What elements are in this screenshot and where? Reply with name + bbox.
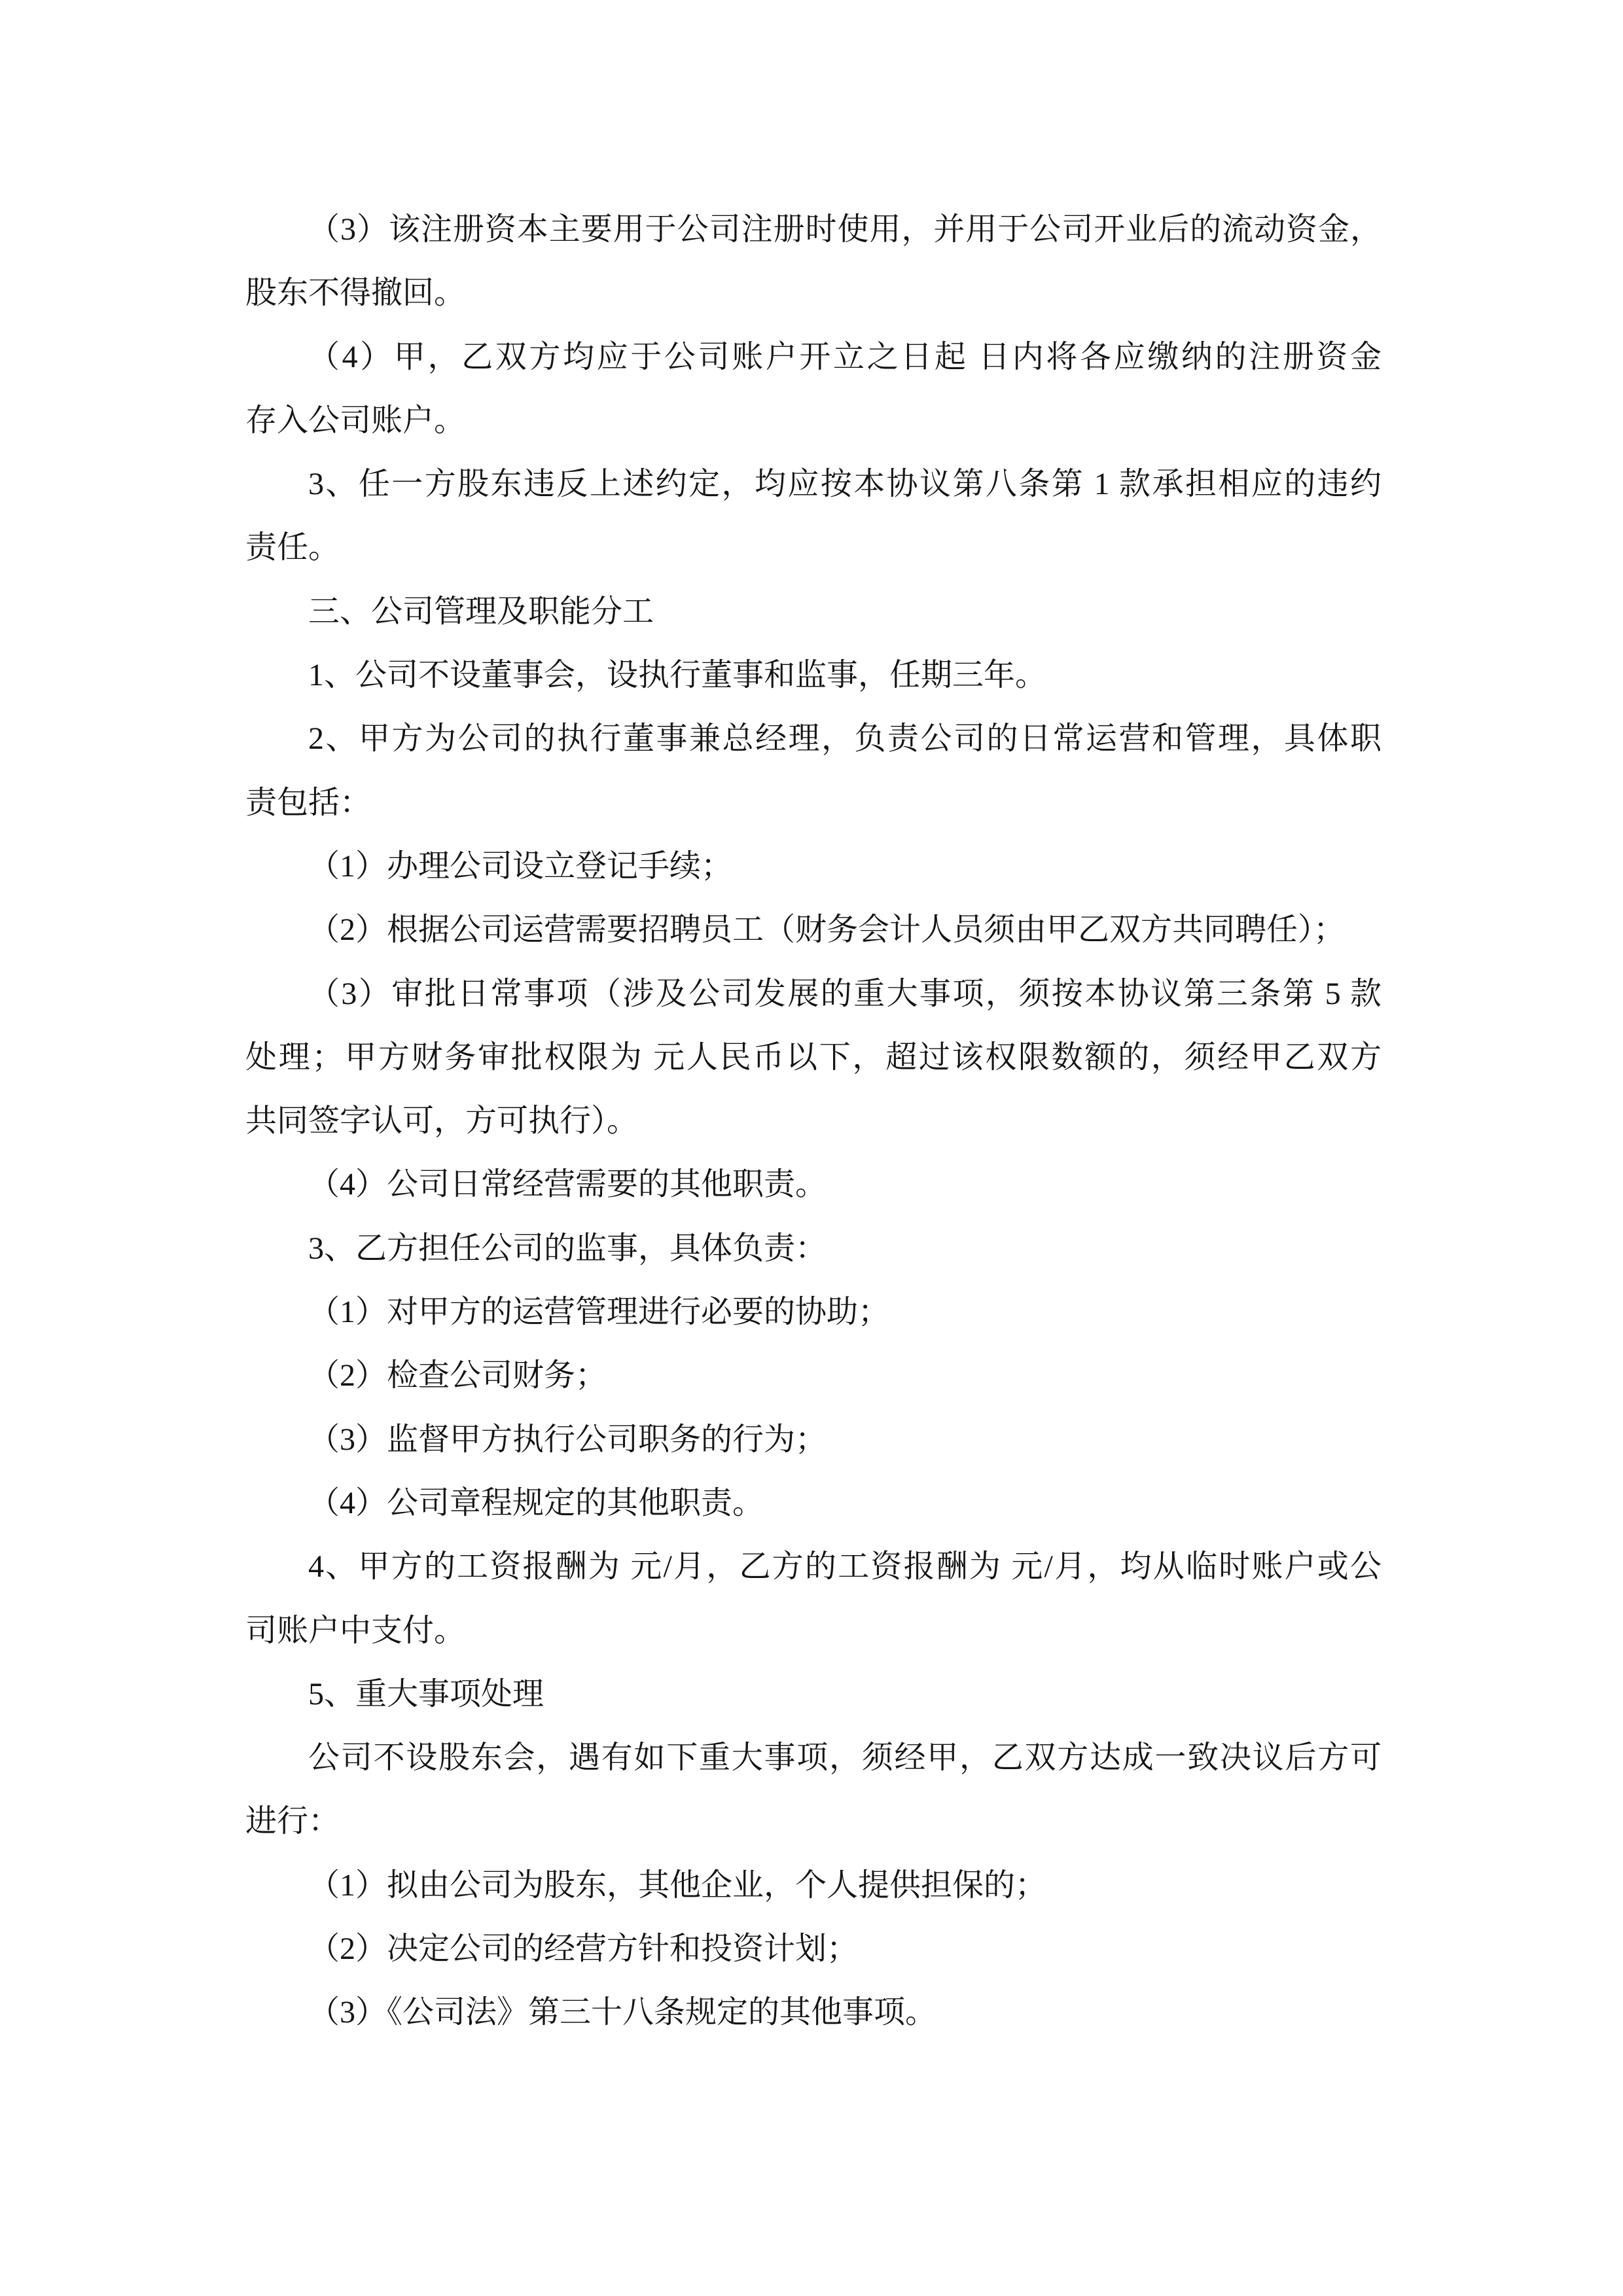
text-line: 股东不得撤回。: [245, 276, 466, 311]
text-line: 处理；甲方财务审批权限为 元人民币以下，超过该权限数额的，须经甲乙双方: [245, 1039, 1382, 1075]
text-line: （3）《公司法》第三十八条规定的其他事项。: [308, 1995, 937, 2030]
paragraph: [245, 198, 1382, 325]
list-item: [245, 898, 1382, 961]
text-line: 3、乙方担任公司的监事，具体负责：: [308, 1230, 827, 1266]
list-item: [245, 1917, 1382, 1981]
paragraph: [245, 1726, 1382, 1854]
list-item: [245, 1471, 1382, 1535]
text-line: （1）拟由公司为股东，其他企业，个人提供担保的；: [308, 1867, 1047, 1903]
text-line: 存入公司账户。: [245, 403, 466, 438]
text-line: 4、甲方的工资报酬为 元/月，乙方的工资报酬为 元/月，均从临时账户或公: [308, 1549, 1382, 1585]
paragraph: [245, 643, 1382, 707]
text-line: （3）监督甲方执行公司职务的行为；: [308, 1422, 827, 1457]
paragraph: [245, 1535, 1382, 1662]
document-body: [245, 198, 1382, 2045]
text-line: 责任。: [245, 530, 340, 565]
text-line: （2）检查公司财务；: [308, 1358, 607, 1393]
text-line: （3）该注册资本主要用于公司注册时使用，并用于公司开业后的流动资金，: [308, 212, 1382, 247]
section-heading-text: 5、重大事项处理: [308, 1676, 544, 1712]
section-heading: [245, 580, 1382, 643]
paragraph: [245, 325, 1382, 453]
text-line: （1）对甲方的运营管理进行必要的协助；: [308, 1295, 890, 1330]
text-line: 2、甲方为公司的执行董事兼总经理，负责公司的日常运营和管理，具体职: [308, 721, 1382, 757]
text-line: 司账户中支付。: [245, 1613, 466, 1648]
text-line: （2）决定公司的经营方针和投资计划；: [308, 1931, 859, 1967]
paragraph: [245, 452, 1382, 580]
list-item: [245, 1854, 1382, 1917]
text-line: 责包括：: [245, 785, 372, 820]
list-item: [245, 1280, 1382, 1344]
list-item: [245, 834, 1382, 898]
list-item: [245, 962, 1382, 1153]
list-item: [245, 1344, 1382, 1407]
paragraph: [245, 1217, 1382, 1280]
text-line: （3）审批日常事项（涉及公司发展的重大事项，须按本协议第三条第 5 款: [308, 976, 1382, 1011]
text-line: 进行：: [245, 1804, 340, 1839]
text-line: （4）公司日常经营需要的其他职责。: [308, 1167, 827, 1202]
section-heading-text: 三、公司管理及职能分工: [308, 594, 654, 629]
paragraph: [245, 707, 1382, 834]
text-line: （2）根据公司运营需要招聘员工（财务会计人员须由甲乙双方共同聘任）；: [308, 912, 1346, 948]
text-line: （4）公司章程规定的其他职责。: [308, 1485, 764, 1520]
list-item: [245, 1981, 1382, 2044]
text-line: （4）甲，乙双方均应于公司账户开立之日起 日内将各应缴纳的注册资金: [308, 339, 1382, 374]
text-line: 3、任一方股东违反上述约定，均应按本协议第八条第 1 款承担相应的违约: [308, 467, 1382, 502]
section-heading: [245, 1662, 1382, 1726]
text-line: （1）办理公司设立登记手续；: [308, 848, 733, 884]
list-item: [245, 1153, 1382, 1216]
list-item: [245, 1408, 1382, 1471]
text-line: 1、公司不设董事会，设执行董事和监事，任期三年。: [308, 658, 1047, 693]
text-line: 共同签字认可，方可执行）。: [245, 1103, 639, 1139]
text-line: 公司不设股东会，遇有如下重大事项，须经甲，乙双方达成一致决议后方可: [308, 1740, 1382, 1776]
